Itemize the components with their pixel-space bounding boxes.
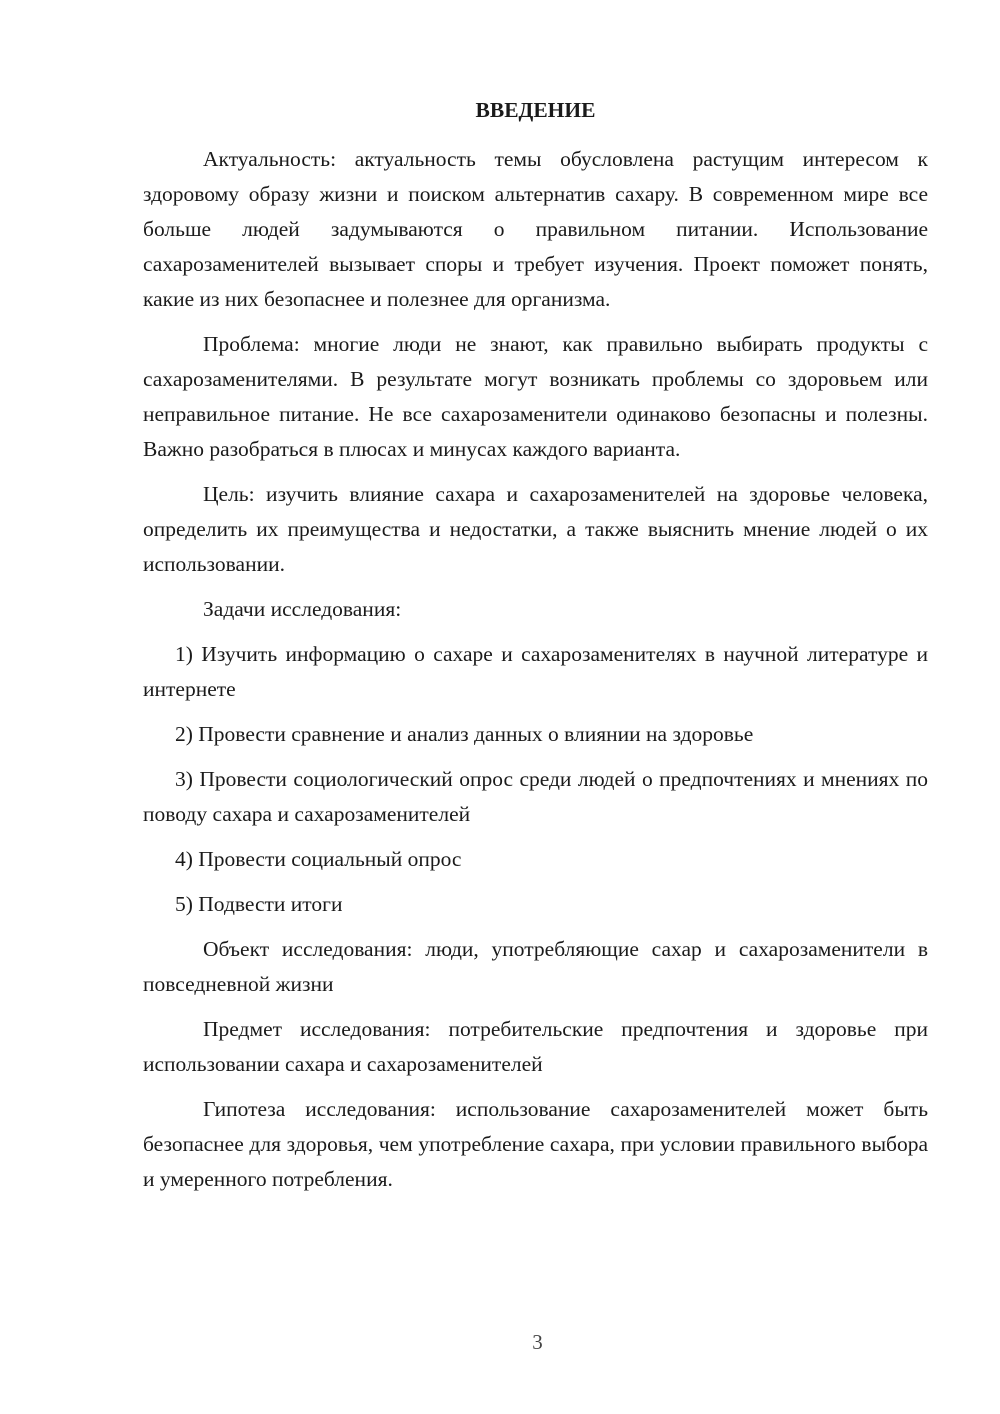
task-item-5: 5) Подвести итоги — [175, 892, 343, 916]
document-page — [143, 93, 928, 1207]
problem-paragraph: Проблема: многие люди не знают, как правильно выбирать продукты с сахарозаменителями. В результате могут возникать проблемы со здоровьем или неправильное питание. Не все сахарозаменители одинаково безопасны и полезны. Важно разобраться в плюсах и минусах каждого варианта. — [143, 332, 928, 461]
task-item-1: 1) Изучить информацию о сахаре и сахарозаменителях в научной литературе и интернете — [143, 642, 928, 701]
hypothesis-paragraph: Гипотеза исследования: использование сахарозаменителей может быть безопаснее для здоровья, чем употребление сахара, при условии правильного выбора и умеренного потребления. — [143, 1097, 928, 1191]
object-paragraph: Объект исследования: люди, употребляющие сахар и сахарозаменители в повседневной жизни — [143, 937, 928, 996]
task-item-3: 3) Провести социологический опрос среди людей о предпочтениях и мнениях по поводу сахара и сахарозаменителей — [143, 767, 928, 826]
page-number: 3 — [532, 1330, 543, 1354]
task-item-4: 4) Провести социальный опрос — [175, 847, 462, 871]
tasks-heading: Задачи исследования: — [203, 597, 402, 621]
goal-paragraph: Цель: изучить влияние сахара и сахарозаменителей на здоровье человека, определить их преимущества и недостатки, а также выяснить мнение людей о их использовании. — [143, 482, 928, 576]
section-title: ВВЕДЕНИЕ — [475, 98, 596, 122]
subject-paragraph: Предмет исследования: потребительские предпочтения и здоровье при использовании сахара и сахарозаменителей — [143, 1017, 928, 1076]
task-item-2: 2) Провести сравнение и анализ данных о влиянии на здоровье — [175, 722, 754, 746]
relevance-paragraph: Актуальность: актуальность темы обусловлена растущим интересом к здоровому образу жизни и поиском альтернатив сахару. В современном мире все больше людей задумываются о правильном питании. Использование сахарозаменителей вызывает споры и требует изучения. Проект поможет понять, какие из них безопаснее и полезнее для организма. — [143, 147, 928, 311]
